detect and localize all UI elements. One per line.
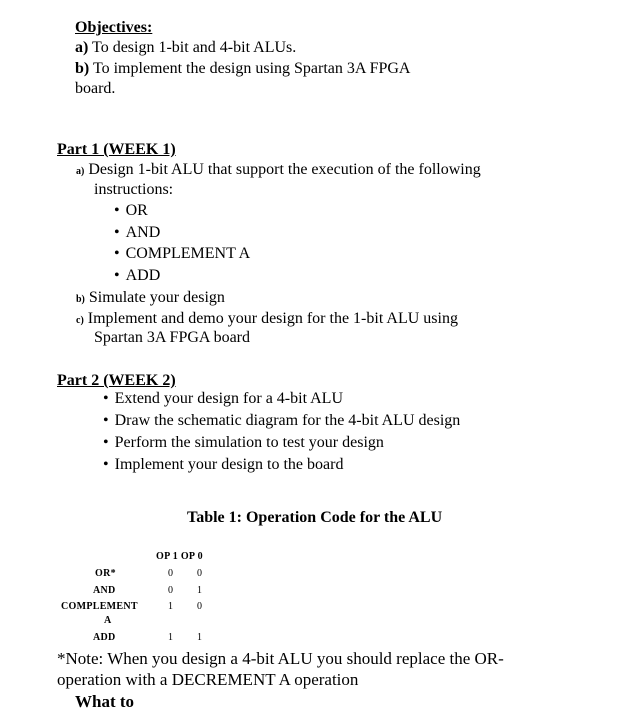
part1-a-marker: a) (76, 166, 85, 177)
part2-item: • Implement your design to the board (103, 456, 343, 474)
part1-c-continuation: Spartan 3A FPGA board (94, 329, 250, 346)
table-caption: Table 1: Operation Code for the ALU (187, 509, 443, 526)
part2-item: • Perform the simulation to test your design (103, 434, 384, 452)
table-cell-op0: 1 (197, 585, 202, 596)
part1-item-c (76, 310, 458, 328)
table-header: OP 1 OP 0 (156, 551, 203, 562)
instruction-complement-a: • COMPLEMENT A (114, 245, 250, 263)
part1-b-marker: b) (76, 294, 85, 305)
part2-heading: Part 2 (WEEK 2) (57, 372, 176, 389)
objective-b-marker: b) (75, 60, 90, 77)
table-row-label: A (104, 615, 112, 626)
part1-a-continuation: instructions: (94, 181, 174, 198)
instruction-and: • AND (114, 224, 160, 242)
cut-off-heading: What to (75, 692, 135, 711)
objective-a-marker: a) (75, 39, 89, 56)
table-cell-op1: 1 (168, 601, 173, 612)
objective-a (75, 39, 296, 57)
table-cell-op1: 1 (168, 632, 173, 643)
table-row-label: ADD (93, 632, 116, 643)
table-cell-op0: 0 (197, 601, 202, 612)
part1-c-marker: c) (76, 315, 84, 326)
objectives-heading: Objectives: (75, 19, 153, 36)
part1-item-a (76, 161, 481, 179)
part1-a-text: Design 1-bit ALU that support the execution of the following (88, 161, 481, 178)
instruction-or: • OR (114, 202, 148, 220)
part1-c-text: Implement and demo your design for the 1-bit ALU using (87, 310, 458, 327)
objective-a-text: To design 1-bit and 4-bit ALUs. (92, 39, 297, 56)
table-cell-op0: 0 (197, 568, 202, 579)
instruction-add: • ADD (114, 267, 160, 285)
objective-b-text: To implement the design using Spartan 3A FPGA (92, 60, 411, 77)
table-row-label: AND (93, 585, 116, 596)
table-cell-op0: 1 (197, 632, 202, 643)
table-cell-op1: 0 (168, 568, 173, 579)
note-line-2: operation with a DECREMENT A operation (57, 670, 359, 689)
objective-b (75, 60, 410, 78)
table-cell-op1: 0 (168, 585, 173, 596)
table-row-label: COMPLEMENT (61, 601, 138, 612)
part1-item-b (76, 289, 225, 307)
objective-b-continuation: board. (75, 80, 116, 97)
part1-b-text: Simulate your design (88, 289, 225, 306)
part2-item: • Draw the schematic diagram for the 4-bit ALU design (103, 412, 460, 430)
part1-heading: Part 1 (WEEK 1) (57, 141, 176, 158)
table-row-label: OR* (95, 568, 116, 579)
part2-item: • Extend your design for a 4-bit ALU (103, 390, 343, 408)
note-line-1: *Note: When you design a 4-bit ALU you should replace the OR- (57, 649, 504, 668)
